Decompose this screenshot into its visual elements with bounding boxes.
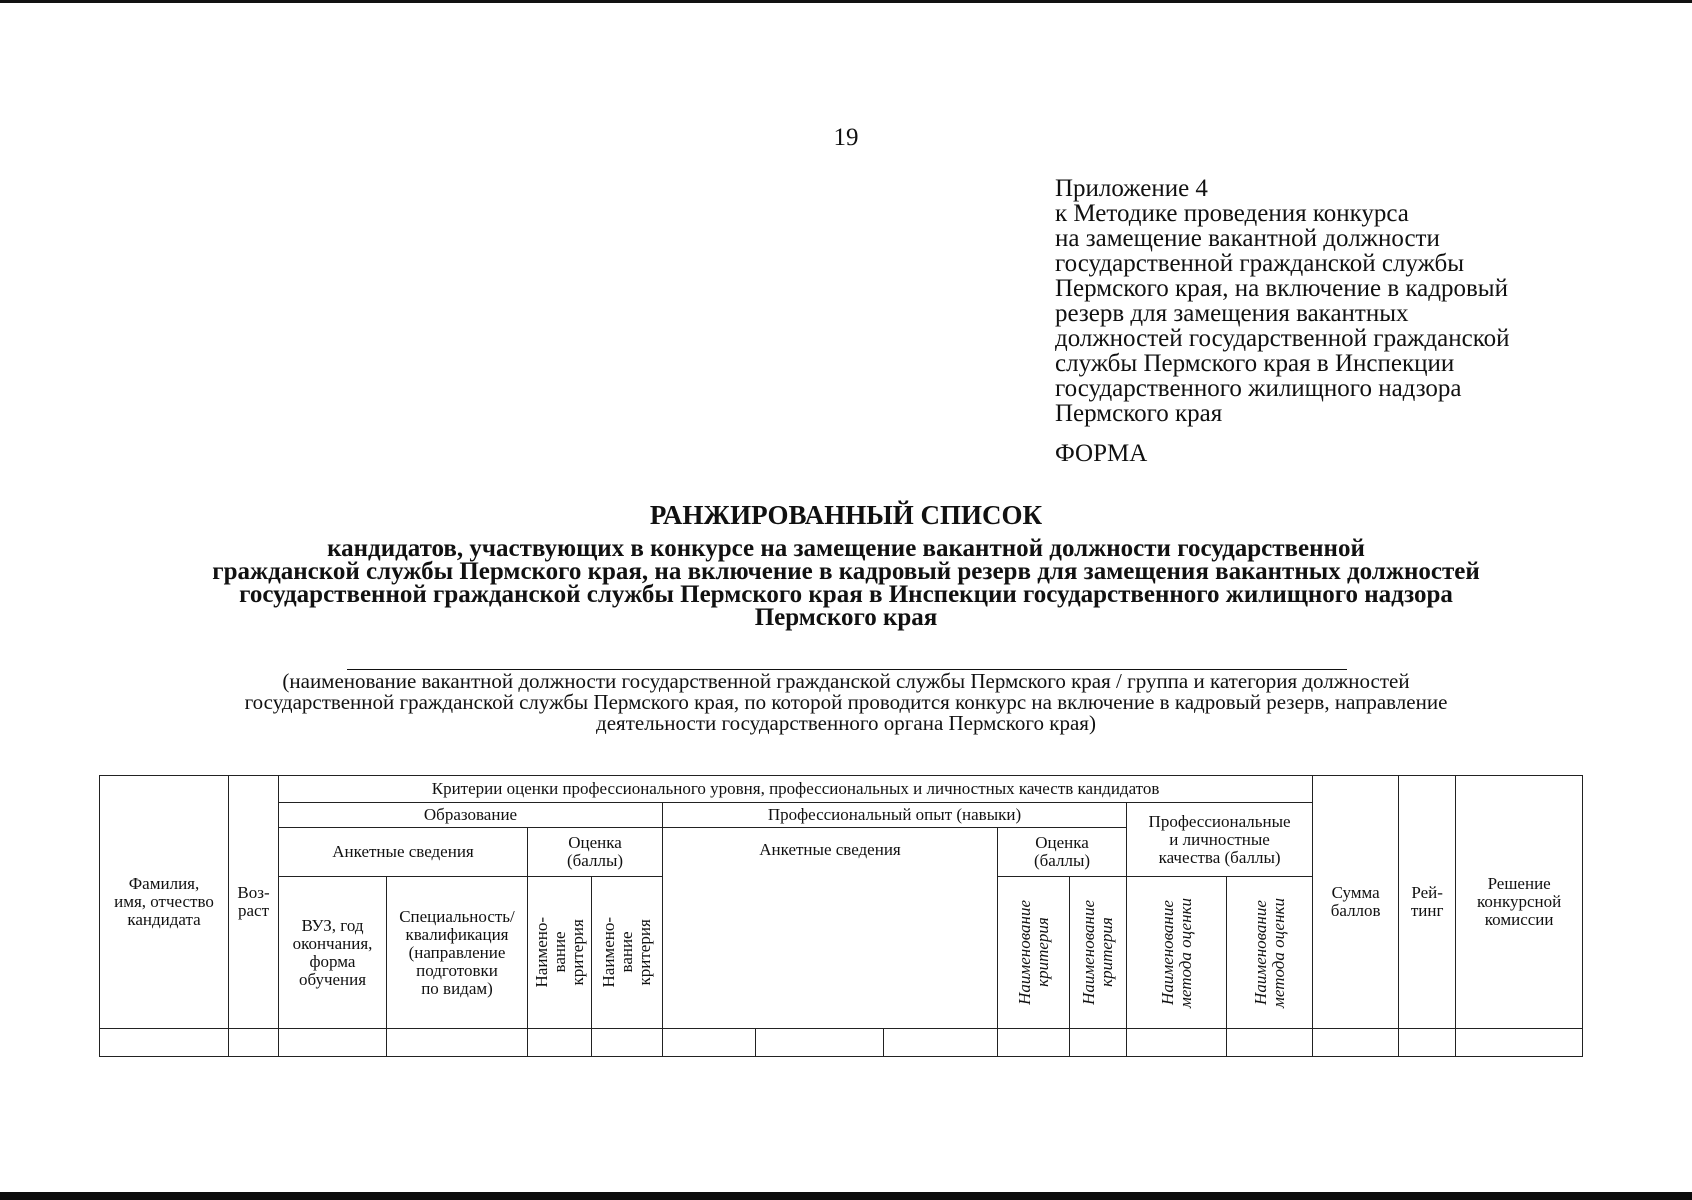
header-experience-questionnaire: Анкетные сведения [663, 828, 998, 1029]
table-cell[interactable] [1313, 1029, 1399, 1057]
header-criteria: Критерии оценки профессионального уровня, профессиональных и личностных качеств кандидатов [279, 776, 1313, 803]
header-experience-criterion-2: Наименование критерия [1070, 877, 1127, 1029]
table-cell[interactable] [1070, 1029, 1127, 1057]
header-decision: Решение конкурсной комиссии [1456, 776, 1583, 1029]
table-cell[interactable] [1227, 1029, 1313, 1057]
page-number: 19 [833, 124, 859, 151]
table-cell[interactable] [1399, 1029, 1456, 1057]
table-cell[interactable] [229, 1029, 279, 1057]
appendix-line: должностей государственной гражданской [1055, 325, 1510, 352]
header-age: Воз- раст [229, 776, 279, 1029]
table-cell[interactable] [100, 1029, 229, 1057]
form-label: ФОРМА [1055, 440, 1148, 467]
header-candidate-name: Фамилия, имя, отчество кандидата [100, 776, 229, 1029]
document-title: РАНЖИРОВАННЫЙ СПИСОК [649, 500, 1043, 530]
table-row [100, 1029, 1583, 1057]
header-experience: Профессиональный опыт (навыки) [663, 803, 1127, 828]
caption-line: государственной гражданской службы Пермского края, по которой проводится конкурс на включение в кадровый резерв, направление [244, 690, 1448, 714]
table-cell[interactable] [884, 1029, 998, 1057]
appendix-line: государственной гражданской службы [1055, 250, 1465, 277]
caption-line: деятельности государственного органа Пермского края) [596, 711, 1096, 735]
header-experience-score: Оценка (баллы) [998, 828, 1127, 877]
header-rating: Рей- тинг [1399, 776, 1456, 1029]
subtitle-line: государственной гражданской службы Пермского края в Инспекции государственного жилищного надзора [239, 581, 1453, 608]
appendix-note [1055, 176, 1615, 426]
header-education-criterion-2: Наимено- вание критерия [592, 877, 663, 1029]
appendix-line: Пермского края [1055, 400, 1223, 427]
scan-top-edge [0, 0, 1692, 3]
appendix-line: службы Пермского края в Инспекции [1055, 350, 1455, 377]
table-cell[interactable] [1456, 1029, 1583, 1057]
appendix-line: Приложение 4 [1055, 175, 1208, 202]
scan-bottom-edge [0, 1192, 1692, 1200]
header-specialty: Специальность/ квалификация (направление подготовки по видам) [387, 877, 528, 1029]
table-cell[interactable] [756, 1029, 884, 1057]
document-subtitle [110, 537, 1582, 629]
header-education: Образование [279, 803, 663, 828]
subtitle-line: кандидатов, участвующих в конкурсе на замещение вакантной должности государственной [327, 535, 1365, 562]
appendix-line: резерв для замещения вакантных [1055, 300, 1409, 327]
header-education-criterion-1: Наимено- вание критерия [528, 877, 592, 1029]
header-education-score: Оценка (баллы) [528, 828, 663, 877]
subtitle-line: гражданской службы Пермского края, на включение в кадровый резерв для замещения вакантных должностей [212, 558, 1480, 585]
table-cell[interactable] [528, 1029, 592, 1057]
header-university: ВУЗ, год окончания, форма обучения [279, 877, 387, 1029]
table-cell[interactable] [387, 1029, 528, 1057]
appendix-line: к Методике проведения конкурса [1055, 200, 1409, 227]
header-qualities: Профессиональные и личностные качества (баллы) [1127, 803, 1313, 877]
table-cell[interactable] [1127, 1029, 1227, 1057]
table-cell[interactable] [663, 1029, 756, 1057]
header-qualities-method-2: Наименование метода оценки [1227, 877, 1313, 1029]
caption-line: (наименование вакантной должности государственной гражданской службы Пермского края / группа и категория должностей [282, 669, 1410, 693]
fill-line-caption [100, 671, 1592, 734]
header-qualities-method-1: Наименование метода оценки [1127, 877, 1227, 1029]
ranked-candidates-table [99, 775, 1583, 1057]
appendix-line: Пермского края, на включение в кадровый [1055, 275, 1508, 302]
table-cell[interactable] [998, 1029, 1070, 1057]
subtitle-line: Пермского края [754, 604, 938, 631]
header-education-questionnaire: Анкетные сведения [279, 828, 528, 877]
table-cell[interactable] [279, 1029, 387, 1057]
table-cell[interactable] [592, 1029, 663, 1057]
appendix-line: на замещение вакантной должности [1055, 225, 1440, 252]
header-sum: Сумма баллов [1313, 776, 1399, 1029]
appendix-line: государственного жилищного надзора [1055, 375, 1462, 402]
header-experience-criterion-1: Наименование критерия [998, 877, 1070, 1029]
